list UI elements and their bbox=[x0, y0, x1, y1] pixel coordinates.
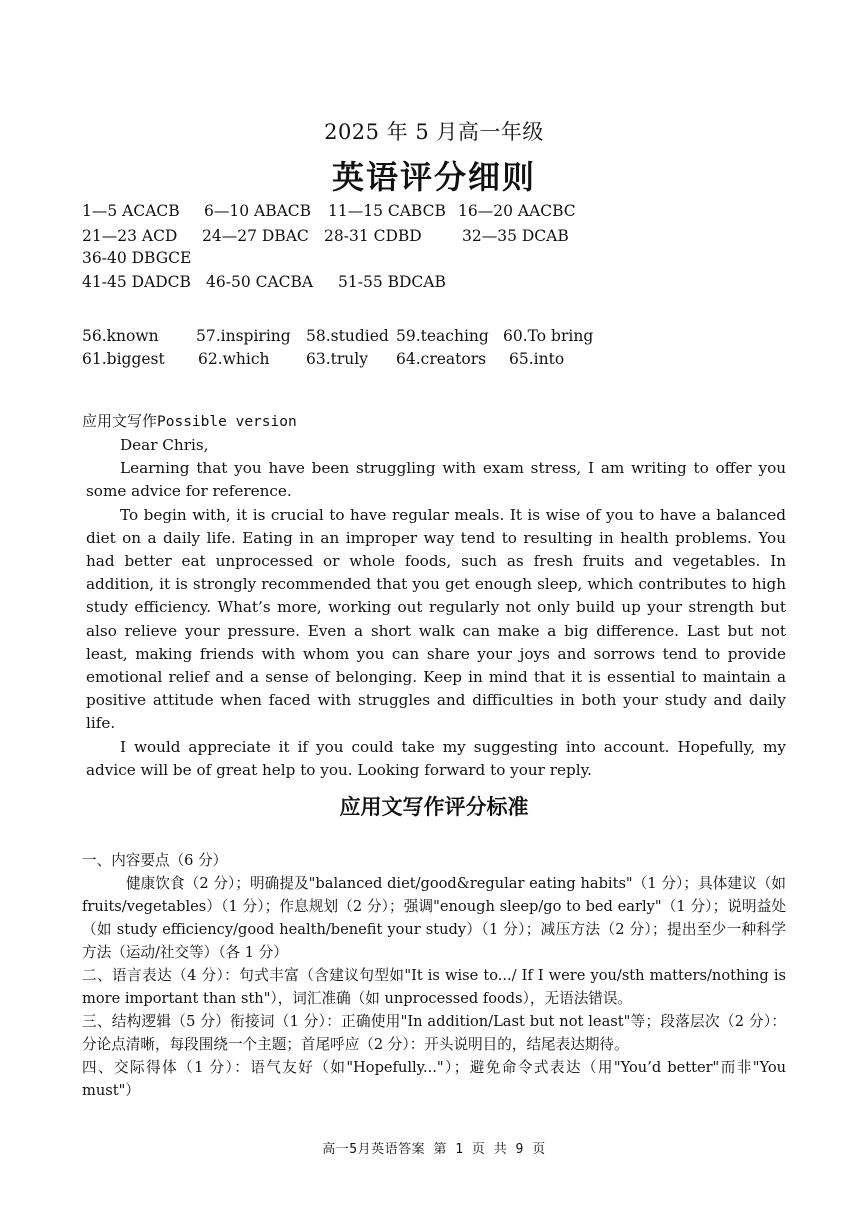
answer-group: 51-55 BDCAB bbox=[338, 273, 446, 291]
exam-subtitle: 2025 年 5 月高一年级 bbox=[324, 120, 544, 144]
page-footer: 高一5月英语答案 第 1 页 共 9 页 bbox=[322, 1142, 546, 1157]
answer-group: 1—5 ACACB bbox=[82, 202, 180, 220]
letter-paragraph: Learning that you have been struggling with exam stress, I am writing to offer you some advice for reference. bbox=[86, 459, 786, 501]
answer-group: 24—27 DBAC bbox=[202, 227, 309, 245]
answer-group: 11—15 CABCB bbox=[328, 202, 446, 220]
answer-group: 16—20 AACBC bbox=[458, 202, 576, 220]
writing-heading-en: Possible version bbox=[157, 414, 297, 430]
fill-answer: 65.into bbox=[509, 350, 565, 368]
answer-group: 28-31 CDBD bbox=[324, 227, 422, 245]
writing-heading-cn: 应用文写作 bbox=[82, 412, 158, 430]
fill-answer: 59.teaching bbox=[396, 327, 489, 345]
answer-group: 36-40 DBGCE bbox=[82, 249, 192, 267]
fill-answer: 64.creators bbox=[396, 350, 487, 368]
fill-answer: 60.To bring bbox=[503, 327, 594, 345]
fill-answer: 62.which bbox=[198, 350, 270, 368]
letter-paragraph: To begin with, it is crucial to have regular meals. It is wise of you to have a balanced diet on a daily life. Eating in an improper way tend to resulting in health problems. You had better eat unprocessed or whole foods, such as fresh fruits and vegetables. In addition, it is strongly recommended that you get enough sleep, which contributes to high study efficiency. What’s more, working out regularly not only build up your strength but also relieve your pressure. Even a short walk can make a big difference. Last but not least, making friends with whom you can share your joys and sorrows tend to provide emotional relief and a sense of belonging. Keep in mind that it is essential to maintain a positive attitude when faced with struggles and difficulties in both your study and daily life. bbox=[86, 505, 786, 733]
fill-answer: 61.biggest bbox=[82, 350, 165, 368]
answer-group: 21—23 ACD bbox=[82, 227, 178, 245]
scoring-criteria bbox=[82, 849, 786, 1102]
standards-title: 应用文写作评分标准 bbox=[339, 795, 529, 819]
criteria-structure: 三、结构逻辑（5 分）衔接词（1 分）：正确使用"In addition/Last but not least"等；段落层次（2 分）：分论点清晰，每段围绕一个主题；首尾呼应（2 分）：开头说明目的，结尾表达期待。 bbox=[82, 1013, 786, 1053]
fill-answer: 63.truly bbox=[306, 350, 368, 368]
answer-group: 41-45 DADCB bbox=[82, 273, 191, 291]
answer-group: 46-50 CACBA bbox=[206, 273, 314, 291]
answer-group: 32—35 DCAB bbox=[462, 227, 569, 245]
letter-paragraph: I would appreciate it if you could take my suggesting into account. Hopefully, my advice will be of great help to you. Looking forward to your reply. bbox=[86, 737, 786, 779]
fill-answer: 57.inspiring bbox=[196, 327, 291, 345]
criteria-content-body: 健康饮食（2 分）；明确提及"balanced diet/good&regular eating habits"（1 分）；具体建议（如 fruits/vegetables）（1 分）；作息规划（2 分）；强调"enough sleep/go to bed early"（1 分）；说明益处（如 study efficiency/good health/benefit your study）（1 分）；减压方法（2 分）；提出至少一种科学方法（运动/社交等）（各 1 分） bbox=[82, 875, 786, 961]
fill-answer: 58.studied bbox=[306, 327, 389, 345]
page-title: 英语评分细则 bbox=[331, 158, 536, 196]
answer-group: 6—10 ABACB bbox=[204, 202, 312, 220]
writing-heading bbox=[82, 410, 297, 431]
fill-answer: 56.known bbox=[82, 327, 159, 345]
sample-letter bbox=[86, 434, 786, 782]
criteria-language: 二、语言表达（4 分）：句式丰富（含建议句型如"It is wise to.../ If I were you/sth matters/nothing is more important than sth"），词汇准确（如 unprocessed foods），无语法错误。 bbox=[82, 967, 786, 1007]
letter-greeting: Dear Chris, bbox=[120, 436, 209, 454]
criteria-content-heading: 一、内容要点（6 分） bbox=[82, 852, 228, 869]
criteria-communication: 四、交际得体（1 分）：语气友好（如"Hopefully..."）；避免命令式表达（用"You’d better"而非"You must"） bbox=[82, 1059, 786, 1099]
